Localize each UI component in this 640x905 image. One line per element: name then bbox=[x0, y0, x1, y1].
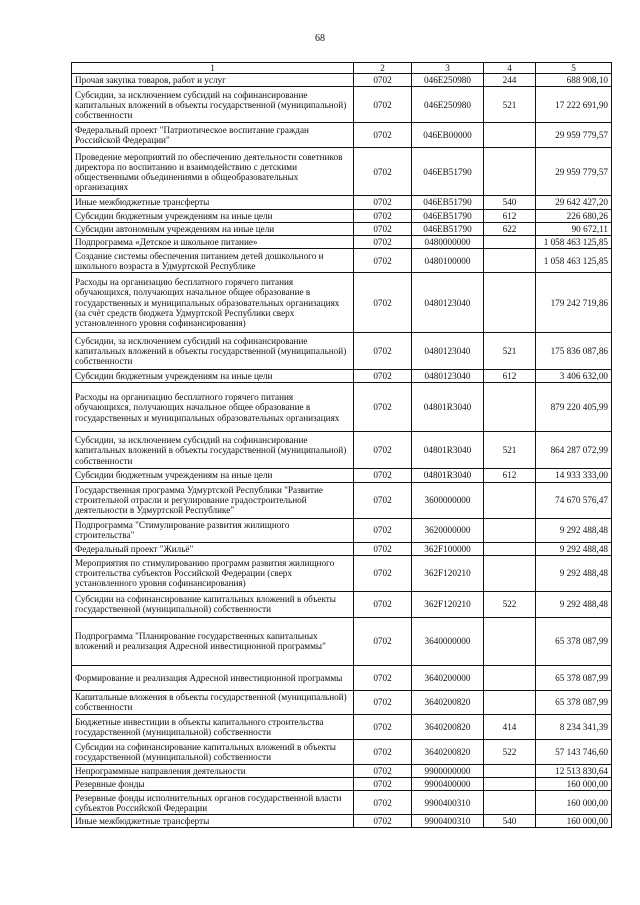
row-target-code: 046EB00000 bbox=[412, 123, 484, 148]
table-row bbox=[72, 518, 612, 542]
table-row bbox=[72, 764, 612, 777]
row-expense-type: 522 bbox=[484, 739, 536, 764]
row-name: Бюджетные инвестиции в объекты капитального строительства государственной (муниципальной) собственности bbox=[72, 714, 354, 739]
row-section: 0702 bbox=[354, 739, 412, 764]
row-name: Иные межбюджетные трансферты bbox=[72, 196, 354, 209]
row-target-code: 3600000000 bbox=[412, 482, 484, 518]
row-name: Подпрограмма "Стимулирование развития жилищного строительства" bbox=[72, 518, 354, 542]
row-section: 0702 bbox=[354, 778, 412, 791]
row-section: 0702 bbox=[354, 791, 412, 815]
table-row bbox=[72, 74, 612, 87]
row-name: Непрограммные направления деятельности bbox=[72, 764, 354, 777]
table-row bbox=[72, 665, 612, 690]
row-name: Субсидии, за исключением субсидий на софинансирование капитальных вложений в объекты государственной (муниципальной) собственности bbox=[72, 432, 354, 469]
row-name: Субсидии на софинансирование капитальных вложений в объекты государственной (муниципальной) собственности bbox=[72, 591, 354, 617]
table-row bbox=[72, 791, 612, 815]
row-name: Субсидии бюджетным учреждениям на иные цели bbox=[72, 469, 354, 482]
row-amount: 175 836 087,86 bbox=[536, 333, 612, 370]
row-target-code: 9900400310 bbox=[412, 791, 484, 815]
row-target-code: 362F120210 bbox=[412, 555, 484, 591]
table-row bbox=[72, 236, 612, 249]
table-row bbox=[72, 739, 612, 764]
row-section: 0702 bbox=[354, 542, 412, 555]
row-section: 0702 bbox=[354, 196, 412, 209]
row-expense-type: 244 bbox=[484, 74, 536, 87]
row-expense-type: 522 bbox=[484, 591, 536, 617]
row-name: Расходы на организацию бесплатного горячего питания обучающихся, получающих начальное общее образование в государственных и муниципальных образовательных организациях bbox=[72, 383, 354, 432]
row-target-code: 0480000000 bbox=[412, 236, 484, 249]
row-section: 0702 bbox=[354, 148, 412, 196]
column-header-5: 5 bbox=[536, 63, 612, 74]
budget-table bbox=[71, 62, 612, 828]
row-name: Создание системы обеспечения питанием детей дошкольного и школьного возраста в Удмуртской Республике bbox=[72, 249, 354, 273]
row-section: 0702 bbox=[354, 690, 412, 714]
row-target-code: 9900400000 bbox=[412, 778, 484, 791]
row-section: 0702 bbox=[354, 383, 412, 432]
row-target-code: 3640200820 bbox=[412, 690, 484, 714]
table-row bbox=[72, 333, 612, 370]
row-section: 0702 bbox=[354, 87, 412, 123]
row-amount: 17 222 691,90 bbox=[536, 87, 612, 123]
row-name: Резервные фонды bbox=[72, 778, 354, 791]
row-name: Иные межбюджетные трансферты bbox=[72, 815, 354, 828]
row-expense-type bbox=[484, 690, 536, 714]
row-expense-type: 540 bbox=[484, 815, 536, 828]
row-name: Проведение мероприятий по обеспечению деятельности советников директора по воспитанию и взаимодействию с детскими общественными объединениями в общеобразовательных организациях bbox=[72, 148, 354, 196]
row-expense-type bbox=[484, 764, 536, 777]
row-amount: 3 406 632,00 bbox=[536, 370, 612, 383]
row-expense-type bbox=[484, 249, 536, 273]
row-target-code: 362F120210 bbox=[412, 591, 484, 617]
row-name: Государственная программа Удмуртской Республики "Развитие строительной отрасли и регулирование градостроительной деятельности в Удмуртской Республике" bbox=[72, 482, 354, 518]
table-row bbox=[72, 370, 612, 383]
row-expense-type: 612 bbox=[484, 209, 536, 222]
row-section: 0702 bbox=[354, 123, 412, 148]
row-target-code: 046EB51790 bbox=[412, 196, 484, 209]
row-name: Расходы на организацию бесплатного горячего питания обучающихся, получающих начальное общее образование в государственных и муниципальных образовательных организациях (за счёт средств бюджета Удмуртской Республики сверх установленного уровня софинансирования) bbox=[72, 273, 354, 333]
row-name: Федеральный проект "Патриотическое воспитание граждан Российской Федерации" bbox=[72, 123, 354, 148]
row-amount: 879 220 405,99 bbox=[536, 383, 612, 432]
row-expense-type bbox=[484, 236, 536, 249]
column-header-3: 3 bbox=[412, 63, 484, 74]
table-row bbox=[72, 432, 612, 469]
row-section: 0702 bbox=[354, 665, 412, 690]
row-expense-type bbox=[484, 778, 536, 791]
row-expense-type: 622 bbox=[484, 222, 536, 235]
column-header-1: 1 bbox=[72, 63, 354, 74]
row-section: 0702 bbox=[354, 469, 412, 482]
row-name: Субсидии на софинансирование капитальных вложений в объекты государственной (муниципальной) собственности bbox=[72, 739, 354, 764]
row-section: 0702 bbox=[354, 370, 412, 383]
row-section: 0702 bbox=[354, 236, 412, 249]
row-target-code: 9900400310 bbox=[412, 815, 484, 828]
table-row bbox=[72, 815, 612, 828]
row-expense-type bbox=[484, 518, 536, 542]
row-expense-type: 521 bbox=[484, 432, 536, 469]
row-amount: 90 672,11 bbox=[536, 222, 612, 235]
row-expense-type bbox=[484, 482, 536, 518]
row-amount: 179 242 719,86 bbox=[536, 273, 612, 333]
row-amount: 9 292 488,48 bbox=[536, 555, 612, 591]
row-section: 0702 bbox=[354, 482, 412, 518]
row-amount: 1 058 463 125,85 bbox=[536, 249, 612, 273]
table-row bbox=[72, 148, 612, 196]
row-target-code: 3620000000 bbox=[412, 518, 484, 542]
row-section: 0702 bbox=[354, 333, 412, 370]
row-target-code: 0480100000 bbox=[412, 249, 484, 273]
column-header-4: 4 bbox=[484, 63, 536, 74]
row-name: Формирование и реализация Адресной инвестиционной программы bbox=[72, 665, 354, 690]
row-amount: 74 670 576,47 bbox=[536, 482, 612, 518]
row-section: 0702 bbox=[354, 74, 412, 87]
table-row bbox=[72, 87, 612, 123]
row-target-code: 3640200000 bbox=[412, 665, 484, 690]
row-amount: 29 642 427,20 bbox=[536, 196, 612, 209]
row-expense-type: 414 bbox=[484, 714, 536, 739]
table-row bbox=[72, 591, 612, 617]
row-amount: 57 143 746,60 bbox=[536, 739, 612, 764]
row-amount: 864 287 072,99 bbox=[536, 432, 612, 469]
row-name: Капитальные вложения в объекты государственной (муниципальной) собственности bbox=[72, 690, 354, 714]
row-name: Субсидии бюджетным учреждениям на иные цели bbox=[72, 209, 354, 222]
row-amount: 65 378 087,99 bbox=[536, 690, 612, 714]
row-expense-type bbox=[484, 542, 536, 555]
row-expense-type bbox=[484, 791, 536, 815]
row-target-code: 046EB51790 bbox=[412, 209, 484, 222]
row-section: 0702 bbox=[354, 222, 412, 235]
row-name: Субсидии, за исключением субсидий на софинансирование капитальных вложений в объекты государственной (муниципальной) собственности bbox=[72, 333, 354, 370]
row-amount: 14 933 333,00 bbox=[536, 469, 612, 482]
row-amount: 29 959 779,57 bbox=[536, 123, 612, 148]
row-expense-type: 612 bbox=[484, 370, 536, 383]
row-amount: 9 292 488,48 bbox=[536, 518, 612, 542]
table-row bbox=[72, 778, 612, 791]
row-amount: 9 292 488,48 bbox=[536, 591, 612, 617]
table-header bbox=[72, 63, 612, 74]
row-section: 0702 bbox=[354, 714, 412, 739]
table-row bbox=[72, 714, 612, 739]
row-amount: 65 378 087,99 bbox=[536, 617, 612, 665]
row-expense-type: 521 bbox=[484, 333, 536, 370]
row-name: Мероприятия по стимулированию программ развития жилищного строительства субъектов Российской Федерации (сверх установленного уровня софинансирования) bbox=[72, 555, 354, 591]
row-expense-type bbox=[484, 273, 536, 333]
row-amount: 160 000,00 bbox=[536, 791, 612, 815]
row-target-code: 046E250980 bbox=[412, 87, 484, 123]
row-expense-type bbox=[484, 617, 536, 665]
table-row bbox=[72, 542, 612, 555]
row-section: 0702 bbox=[354, 249, 412, 273]
table-row bbox=[72, 123, 612, 148]
row-target-code: 04801R3040 bbox=[412, 469, 484, 482]
row-section: 0702 bbox=[354, 591, 412, 617]
row-amount: 1 058 463 125,85 bbox=[536, 236, 612, 249]
table-row bbox=[72, 209, 612, 222]
row-name: Подпрограмма «Детское и школьное питание» bbox=[72, 236, 354, 249]
row-target-code: 3640000000 bbox=[412, 617, 484, 665]
row-target-code: 04801R3040 bbox=[412, 432, 484, 469]
row-section: 0702 bbox=[354, 815, 412, 828]
row-name: Субсидии бюджетным учреждениям на иные цели bbox=[72, 370, 354, 383]
table-row bbox=[72, 249, 612, 273]
row-section: 0702 bbox=[354, 273, 412, 333]
row-target-code: 046EB51790 bbox=[412, 222, 484, 235]
row-section: 0702 bbox=[354, 432, 412, 469]
row-section: 0702 bbox=[354, 555, 412, 591]
row-amount: 9 292 488,48 bbox=[536, 542, 612, 555]
table-row bbox=[72, 383, 612, 432]
table-row bbox=[72, 273, 612, 333]
row-amount: 226 680,26 bbox=[536, 209, 612, 222]
row-expense-type bbox=[484, 665, 536, 690]
row-expense-type: 540 bbox=[484, 196, 536, 209]
row-section: 0702 bbox=[354, 764, 412, 777]
row-expense-type bbox=[484, 555, 536, 591]
row-target-code: 046E250980 bbox=[412, 74, 484, 87]
row-target-code: 362F100000 bbox=[412, 542, 484, 555]
row-name: Субсидии, за исключением субсидий на софинансирование капитальных вложений в объекты государственной (муниципальной) собственности bbox=[72, 87, 354, 123]
row-amount: 65 378 087,99 bbox=[536, 665, 612, 690]
row-target-code: 3640200820 bbox=[412, 714, 484, 739]
row-target-code: 0480123040 bbox=[412, 273, 484, 333]
table-row bbox=[72, 555, 612, 591]
row-target-code: 046EB51790 bbox=[412, 148, 484, 196]
column-header-2: 2 bbox=[354, 63, 412, 74]
row-target-code: 0480123040 bbox=[412, 370, 484, 383]
table-row bbox=[72, 196, 612, 209]
table-row bbox=[72, 482, 612, 518]
row-name: Подпрограмма "Планирование государственных капитальных вложений и реализация Адресной инвестиционной программы" bbox=[72, 617, 354, 665]
row-name: Субсидии автономным учреждениям на иные цели bbox=[72, 222, 354, 235]
table-row bbox=[72, 690, 612, 714]
row-expense-type: 521 bbox=[484, 87, 536, 123]
row-target-code: 9900000000 bbox=[412, 764, 484, 777]
row-section: 0702 bbox=[354, 518, 412, 542]
row-amount: 29 959 779,57 bbox=[536, 148, 612, 196]
row-amount: 688 908,10 bbox=[536, 74, 612, 87]
table-row bbox=[72, 469, 612, 482]
row-expense-type: 612 bbox=[484, 469, 536, 482]
row-expense-type bbox=[484, 148, 536, 196]
row-name: Федеральный проект "Жильё" bbox=[72, 542, 354, 555]
row-section: 0702 bbox=[354, 209, 412, 222]
row-target-code: 04801R3040 bbox=[412, 383, 484, 432]
row-name: Прочая закупка товаров, работ и услуг bbox=[72, 74, 354, 87]
row-target-code: 0480123040 bbox=[412, 333, 484, 370]
page-number: 68 bbox=[315, 33, 325, 44]
row-expense-type bbox=[484, 123, 536, 148]
row-name: Резервные фонды исполнительных органов государственной власти субъектов Российской Федерации bbox=[72, 791, 354, 815]
table-body bbox=[72, 74, 612, 828]
row-amount: 160 000,00 bbox=[536, 778, 612, 791]
row-amount: 160 000,00 bbox=[536, 815, 612, 828]
row-target-code: 3640200820 bbox=[412, 739, 484, 764]
header-row bbox=[72, 63, 612, 74]
table-row bbox=[72, 617, 612, 665]
row-amount: 8 234 341,39 bbox=[536, 714, 612, 739]
row-amount: 12 513 830,64 bbox=[536, 764, 612, 777]
table-row bbox=[72, 222, 612, 235]
row-section: 0702 bbox=[354, 617, 412, 665]
row-expense-type bbox=[484, 383, 536, 432]
